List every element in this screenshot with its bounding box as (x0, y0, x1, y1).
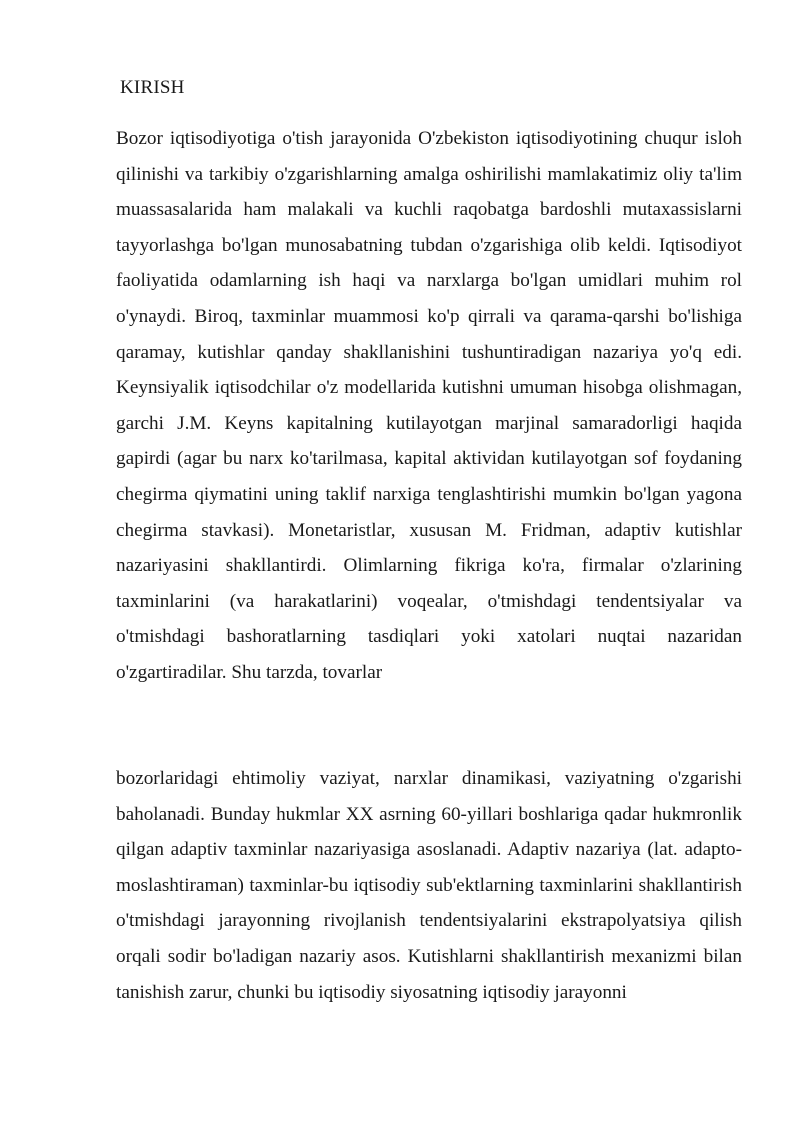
section-heading: KIRISH (120, 77, 185, 98)
paragraph-2: bozorlaridagi ehtimoliy vaziyat, narxlar dinamikasi, vaziyatning o'zgarishi baholanadi. Bunday hukmlar XX asrning 60-yillari boshlariga qadar hukmronlik qilgan adaptiv taxminlar nazariyasiga asoslanadi. Adaptiv nazariya (lat. adapto- moslashtiraman) taxminlar-bu iqtisodiy sub'ektlarning taxminlarini shakllantirish o'tmishdagi jarayonning rivojlanish tendentsiyalarini ekstrapolyatsiya qilish orqali sodir bo'ladigan nazariy asos. Kutishlarni shakllantirish mexanizmi bilan tanishish zarur, chunki bu iqtisodiy siyosatning iqtisodiy jarayonni (116, 768, 742, 1003)
paragraph-1: Bozor iqtisodiyotiga o'tish jarayonida O'zbekiston iqtisodiyotining chuqur isloh qilinishi va tarkibiy o'zgarishlarning amalga oshirilishi mamlakatimiz oliy ta'lim muassasalarida ham malakali va kuchli raqobatga bardoshli mutaxassislarni tayyorlashga bo'lgan munosabatning tubdan o'zgarishiga olib keldi. Iqtisodiyot faoliyatida odamlarning ish haqi va narxlarga bo'lgan umidlari muhim rol o'ynaydi. Biroq, taxminlar muammosi ko'p qirrali va qarama-qarshi bo'lishiga qaramay, kutishlar qanday shakllanishini tushuntiradigan nazariya yo'q edi. Keynsiyalik iqtisodchilar o'z modellarida kutishni umuman hisobga olishmagan, garchi J.M. Keyns kapitalning kutilayotgan marjinal samaradorligi haqida gapirdi (agar bu narx ko'tarilmasa, kapital aktividan kutilayotgan sof foydaning chegirma qiymatini uning taklif narxiga tenglashtirishi mumkin bo'lgan yagona chegirma stavkasi). Monetaristlar, xususan M. Fridman, adaptiv kutishlar nazariyasini shakllantirdi. Olimlarning fikriga ko'ra, firmalar o'zlarining taxminlarini (va harakatlarini) voqealar, o'tmishdagi tendentsiyalar va o'tmishdagi bashoratlarning tasdiqlari yoki xatolari nuqtai nazaridan o'zgartiradilar. Shu tarzda, tovarlar (116, 128, 742, 683)
